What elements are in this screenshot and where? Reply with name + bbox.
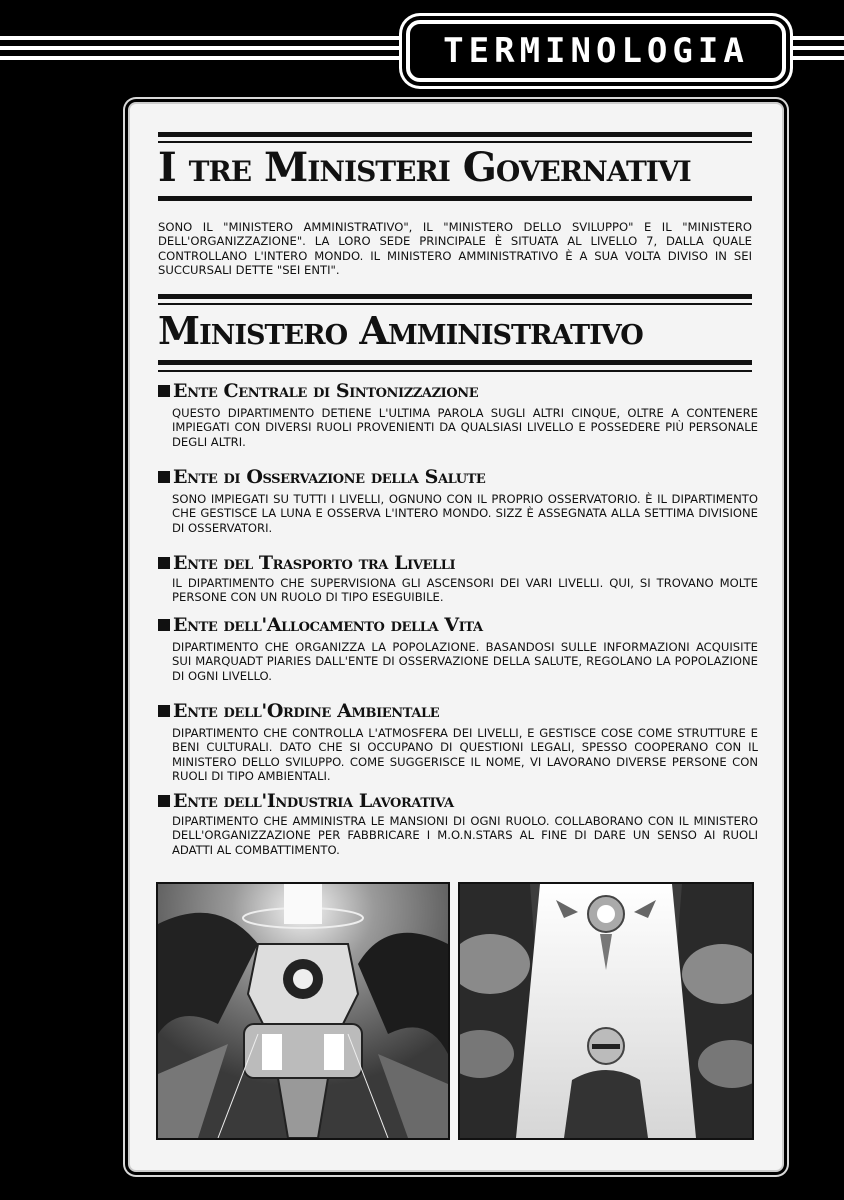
tower-art [158,884,448,1138]
bullet-square-icon [158,385,170,397]
terminology-badge: TERMINOLOGIA [406,20,786,82]
illustration-figure [458,882,754,1140]
divider-rule [158,360,752,365]
entry-text: IL DIPARTIMENTO CHE SUPERVISIONA GLI ASCENSORI DEI VARI LIVELLI. QUI, SI TROVANO MOLTE PERSONE CON UN RUOLO DI TIPO ESEGUIBILE. [172,576,758,605]
entry-title: Ente dell'Allocamento della Vita [173,614,483,636]
divider-rule [158,132,752,137]
entry-heading [158,700,439,722]
bullet-square-icon [158,471,170,483]
entry-text: DIPARTIMENTO CHE ORGANIZZA LA POPOLAZIONE. BASANDOSI SULLE INFORMAZIONI ACQUISITE SUI MARQUADT PIARIES DALL'ENTE DI OSSERVAZIONE DELLA SALUTE, REGOLANO LA POPOLAZIONE DI OGNI LIVELLO. [172,640,758,683]
entry-text: SONO IMPIEGATI SU TUTTI I LIVELLI, OGNUNO CON IL PROPRIO OSSERVATORIO. È IL DIPARTIMENTO CHE GESTISCE LA LUNA E OSSERVA L'INTERO MONDO. SIZZ È ASSEGNATA ALLA SETTIMA DIVISIONE DI OSSERVATORI. [172,492,758,535]
figure-art [460,884,752,1138]
entry-text: QUESTO DIPARTIMENTO DETIENE L'ULTIMA PAROLA SUGLI ALTRI CINQUE, OLTRE A CONTENERE IMPIEGATI CON DIVERSI RUOLI PROVENIENTI DA QUALSIASI LIVELLO E POSSEDERE PIÙ PERSONALE DEGLI ALTRI. [172,406,758,449]
entry-text: DIPARTIMENTO CHE AMMINISTRA LE MANSIONI DI OGNI RUOLO. COLLABORANO CON IL MINISTERO DELL'ORGANIZZAZIONE PER FABBRICARE I M.O.N.STARS AL FINE DI DARE UN SENSO AI RUOLI ADATTI AL COMBATTIMENTO. [172,814,758,857]
entry-title: Ente dell'Ordine Ambientale [173,700,440,722]
divider-rule [158,370,752,372]
entry-heading [158,614,483,636]
entry-title: Ente Centrale di Sintonizzazione [173,380,479,402]
section-title-amministrativo: Ministero Amministrativo [158,308,643,353]
paper-page [128,102,784,1172]
bullet-square-icon [158,705,170,717]
section-intro-text: SONO IL "MINISTERO AMMINISTRATIVO", IL "MINISTERO DELLO SVILUPPO" E IL "MINISTERO DELL'ORGANIZZAZIONE". LA LORO SEDE PRINCIPALE È SITUATA AL LIVELLO 7, DALLA QUALE CONTROLLANO L'INTERO MONDO. IL MINISTERO AMMINISTRATIVO È A SUA VOLTA DIVISO IN SEI SUCCURSALI DETTE "SEI ENTI". [158,220,752,278]
entry-title: Ente del Trasporto tra Livelli [173,552,456,574]
entry-heading [158,466,485,488]
bullet-square-icon [158,795,170,807]
entry-heading [158,552,455,574]
divider-rule [158,294,752,299]
divider-rule [158,196,752,201]
entry-title: Ente dell'Industria Lavorativa [173,790,454,812]
entry-heading [158,790,454,812]
entry-title: Ente di Osservazione della Salute [173,466,486,488]
section-title-ministeri: I tre Ministeri Governativi [158,144,691,191]
divider-rule [158,303,752,305]
entry-text: DIPARTIMENTO CHE CONTROLLA L'ATMOSFERA DEI LIVELLI, E GESTISCE COSE COME STRUTTURE E BENI CULTURALI. DATO CHE SI OCCUPANO DI QUESTIONI LEGALI, SPESSO COOPERANO CON IL MINISTERO DELLO SVILUPPO. COME SUGGERISCE IL NOME, VI LAVORANO DIVERSE PERSONE CON RUOLI DI TIPO AMBIENTALI. [172,726,758,784]
bullet-square-icon [158,619,170,631]
divider-rule [158,141,752,143]
entry-heading [158,380,478,402]
bullet-square-icon [158,557,170,569]
illustration-tower [156,882,450,1140]
